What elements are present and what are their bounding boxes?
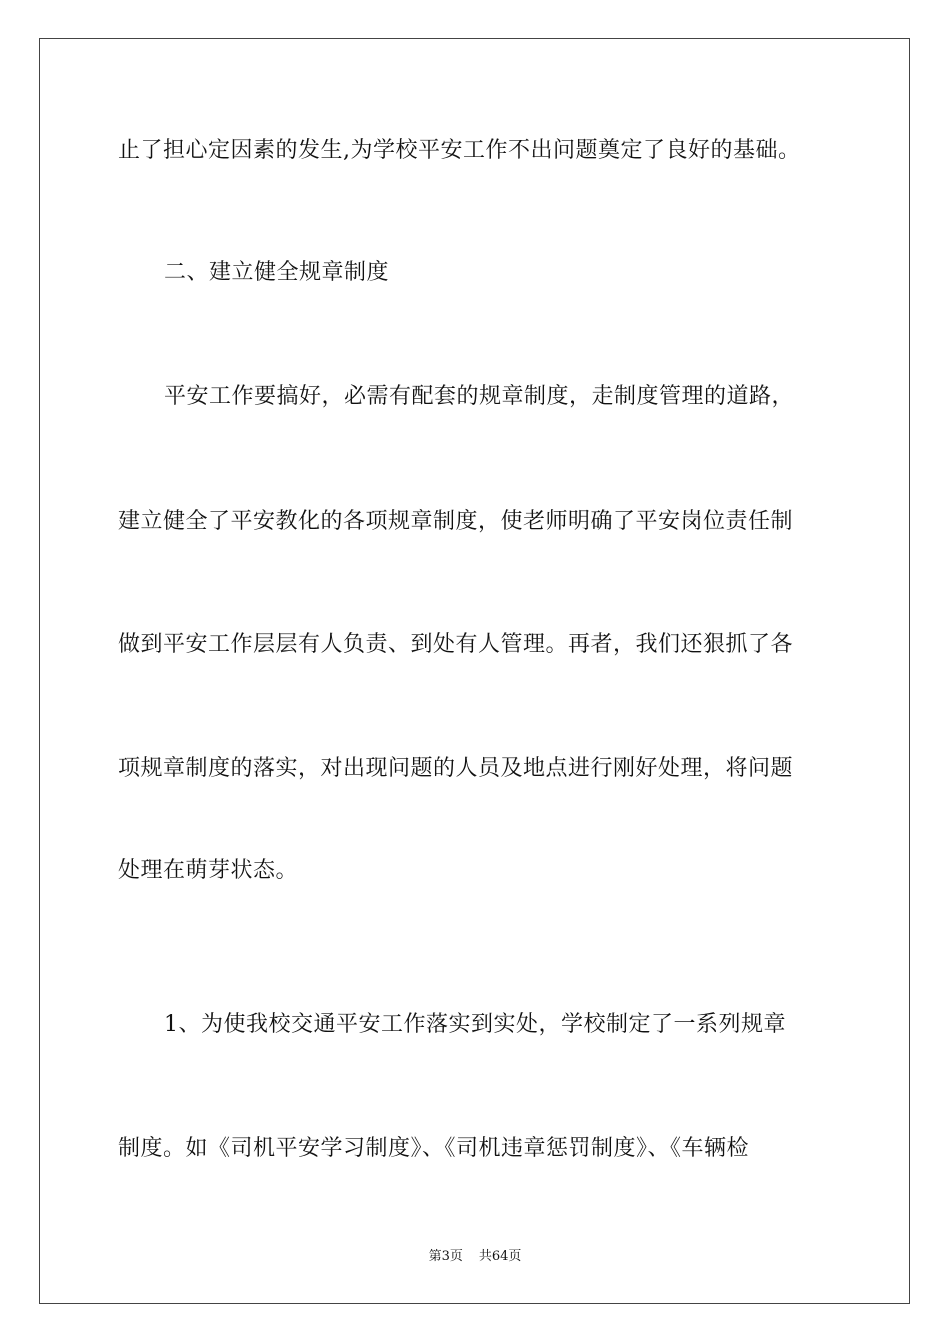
page-frame (39, 38, 910, 1304)
page-footer (0, 1249, 950, 1265)
paragraph-line: 做到平安工作层层有人负责、到处有人管理。再者，我们还狠抓了各 (118, 632, 794, 657)
page-number: 第3页 (428, 1249, 463, 1264)
page-total: 共64页 (478, 1249, 522, 1264)
paragraph-line: 项规章制度的落实，对出现问题的人员及地点进行刚好处理，将问题 (118, 756, 794, 781)
paragraph-line: 建立健全了平安教化的各项规章制度，使老师明确了平安岗位责任制 (118, 509, 794, 534)
paragraph-line: 1、为使我校交通平安工作落实到实处，学校制定了一系列规章 (164, 1012, 786, 1037)
paragraph-line: 处理在萌芽状态。 (118, 858, 299, 883)
paragraph-line: 止了担心定因素的发生,为学校平安工作不出问题奠定了良好的基础。 (118, 138, 801, 163)
paragraph-line: 制度。如《司机平安学习制度》、《司机违章惩罚制度》、《车辆检 (118, 1136, 750, 1161)
section-heading: 二、建立健全规章制度 (164, 260, 390, 285)
paragraph-line: 平安工作要搞好，必需有配套的规章制度，走制度管理的道路， (164, 384, 795, 409)
